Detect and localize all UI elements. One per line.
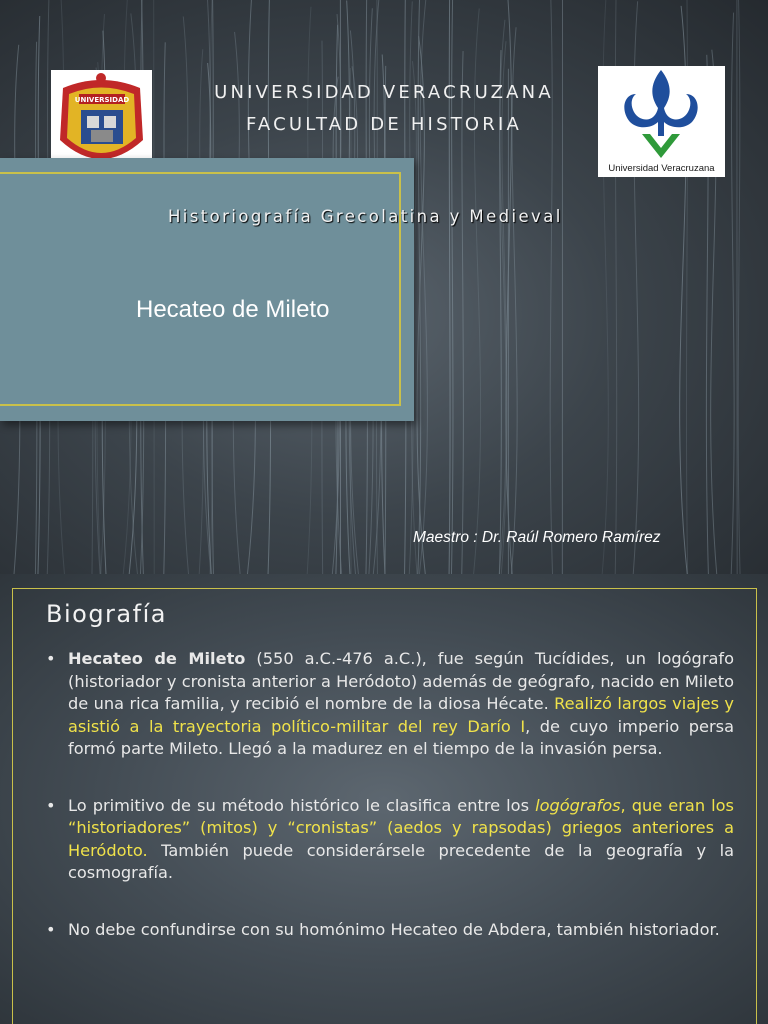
background-line: [509, 27, 517, 574]
topic-title: Hecateo de Mileto: [136, 296, 330, 323]
biography-slide: [0, 574, 768, 1024]
bullet-text: También puede considerársele precedente de la geografía y la cosmografía.: [68, 840, 734, 882]
bullet-text: , de cuyo imperio persa formó parte Mileto. Llegó a la madurez en el tiempo de la invasión persa.: [68, 716, 734, 758]
background-line: [738, 0, 741, 574]
highlighted-italic-text: logógrafos: [535, 795, 621, 815]
uv-logo-caption: Universidad Veracruzana: [608, 163, 715, 174]
seal-text: UNIVERSIDAD: [74, 96, 130, 104]
bullet-item: [46, 795, 734, 885]
bullet-list: [46, 648, 734, 965]
bullet-text: (550 a.C.-476 a.C.), fue según Tucídides, un logógrafo (historiador y cronista anterior a Heródoto) además de geógrafo, nacido en Mileto de una rica familia, y recibió el nombre de la diosa Hécate.: [68, 649, 735, 713]
university-name: UNIVERSIDAD VERACRUZANA: [214, 82, 554, 103]
faculty-name: FACULTAD DE HISTORIA: [245, 114, 522, 135]
bullet-marker: •: [46, 795, 56, 815]
section-title: Biografía: [46, 600, 167, 628]
fleur-de-lis-uv-icon: [598, 66, 725, 161]
uv-logo: [598, 66, 725, 177]
title-panel: [0, 158, 414, 421]
highlighted-text: Realizó largos viajes y asistió a la trayectoria político-militar del rey Darío I: [68, 694, 734, 736]
bullet-marker: •: [46, 649, 56, 668]
bullet-marker: •: [46, 919, 56, 939]
subject-name: Hecateo de Mileto: [68, 649, 246, 668]
course-title: Historiografía Grecolatina y Medieval: [168, 207, 563, 226]
bullet-text: Lo primitivo de su método histórico le clasifica entre los: [68, 795, 536, 815]
bullet-text: No debe confundirse con su homónimo Hecateo de Abdera, también historiador.: [68, 919, 720, 939]
background-line: [730, 13, 734, 574]
highlighted-text: , que eran los “historiadores” (mitos) y “cronistas” (aedos y rapsodas) griegos anteriores a Heródoto.: [68, 795, 734, 860]
bullet-item: [46, 919, 734, 942]
teacher-name: Maestro : Dr. Raúl Romero Ramírez: [413, 529, 661, 546]
bullet-item: [46, 648, 734, 761]
